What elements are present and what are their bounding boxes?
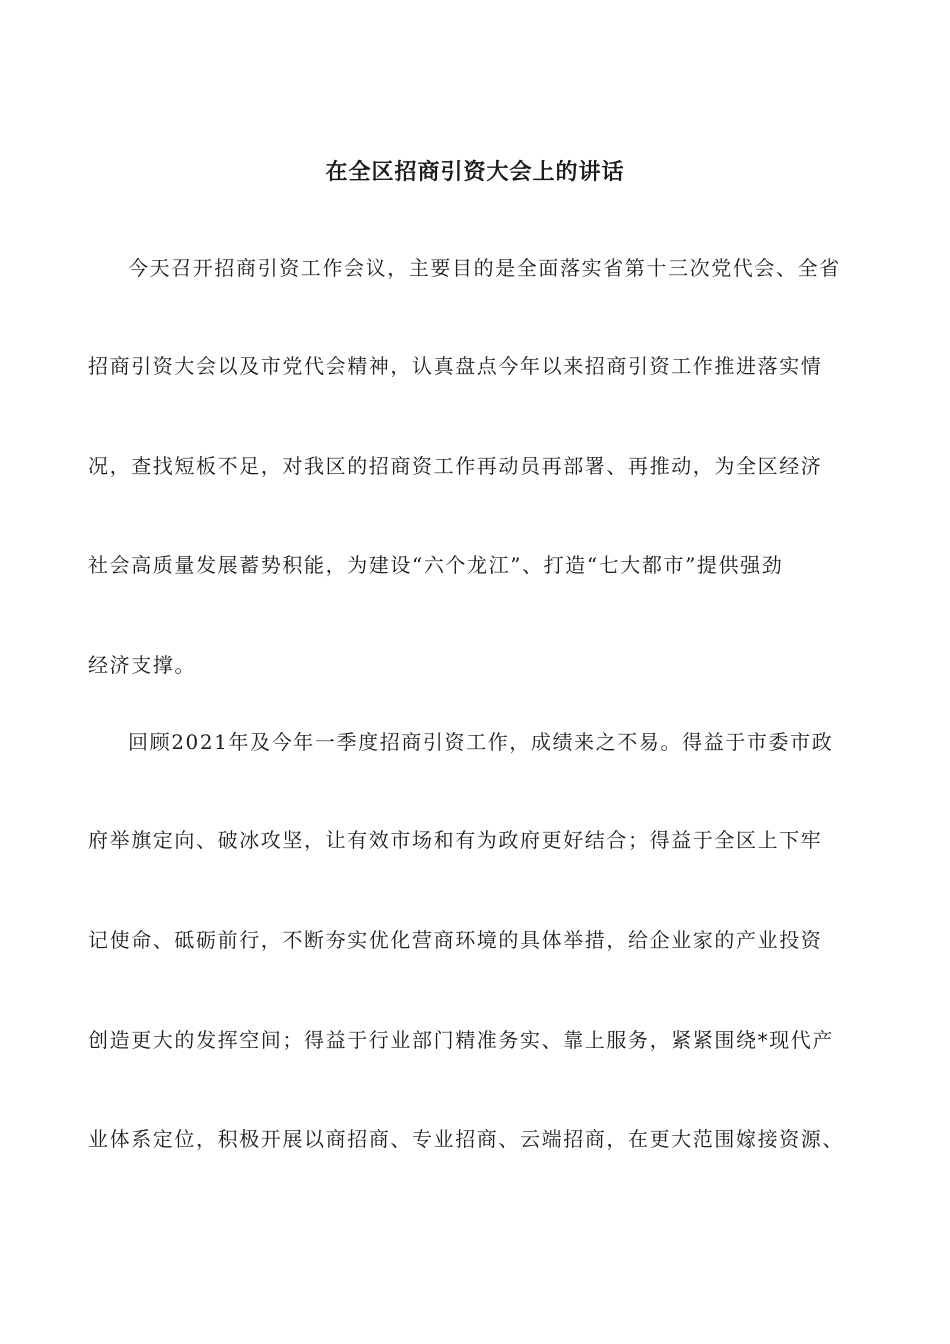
paragraph-1-line-2: 招商引资大会以及市党代会精神，认真盘点今年以来招商引资工作推进落实情 xyxy=(88,354,823,378)
paragraph-1-line-3: 况，查找短板不足，对我区的招商资工作再动员再部署、再推动，为全区经济 xyxy=(88,454,823,478)
paragraph-2-line-2: 府举旗定向、破冰攻坚，让有效市场和有为政府更好结合；得益于全区上下牢 xyxy=(88,828,823,852)
paragraph-1-line-5: 经济支撑。 xyxy=(88,653,196,677)
paragraph-2-line-1: 回顾2021年及今年一季度招商引资工作，成绩来之不易。得益于市委市政 xyxy=(128,730,834,754)
paragraph-2-line-3: 记使命、砥砺前行，不断夯实优化营商环境的具体举措，给企业家的产业投资 xyxy=(88,928,823,952)
paragraph-1-line-4: 社会高质量发展蓄势积能，为建设“六个龙江”、打造“七大都市”提供强劲 xyxy=(88,553,784,577)
document-title: 在全区招商引资大会上的讲话 xyxy=(325,159,625,185)
paragraph-1-line-1: 今天召开招商引资工作会议，主要目的是全面落实省第十三次党代会、全省 xyxy=(128,256,841,280)
paragraph-2-line-5: 业体系定位，积极开展以商招商、专业招商、云端招商，在更大范围嫁接资源、 xyxy=(88,1127,844,1151)
paragraph-2-line-4: 创造更大的发挥空间；得益于行业部门精准务实、靠上服务，紧紧围绕*现代产 xyxy=(88,1028,834,1052)
